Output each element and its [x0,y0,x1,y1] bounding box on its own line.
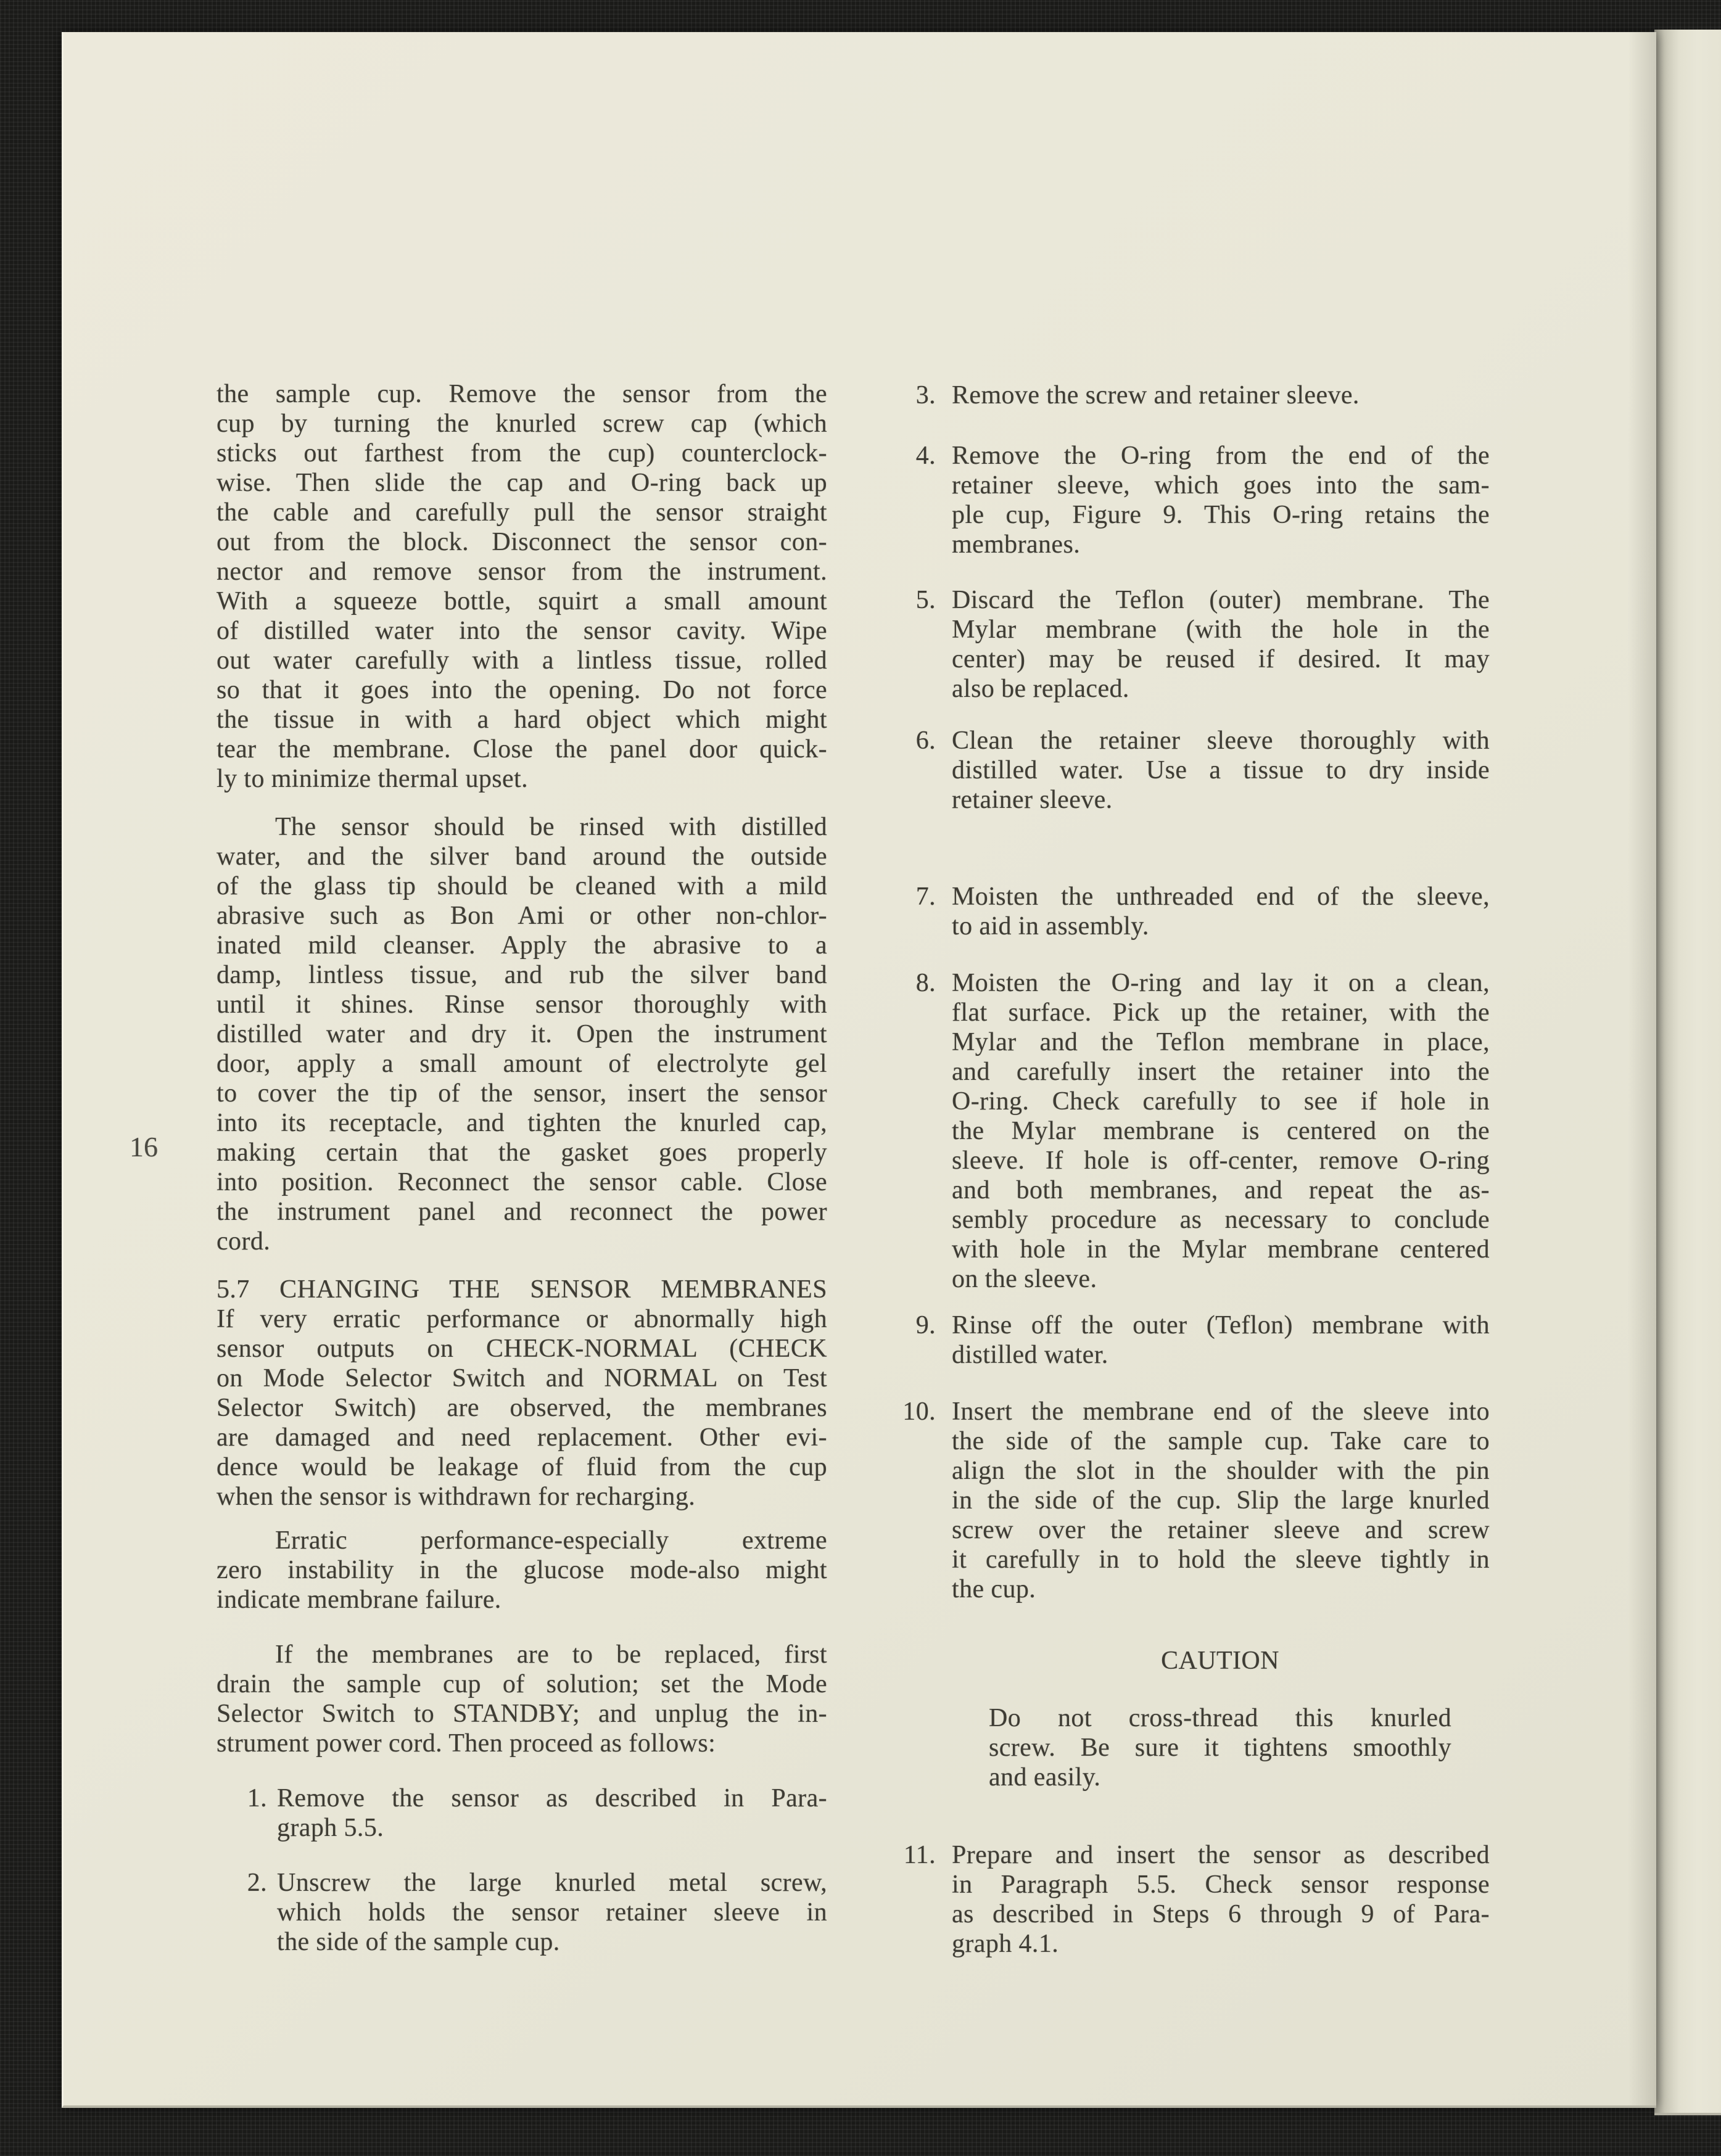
list-item [899,585,1490,704]
list-item-number: 11. [903,1841,936,1869]
list-item-text: Remove the sensor as described in Para- graph 5.5. [277,1784,827,1842]
section-heading-paragraph: 5.7 CHANGING THE SENSOR MEMBRANES If very erratic performance or abnormally high sensor outputs on CHECK-NORMAL (CHECK on Mode Selector Switch and NORMAL on Test Selector Switch) are observed, the membranes are damaged and need replacement. Other evi- dence would be leakage of fluid from the cup when the sensor is withdrawn for recharging. [217,1275,827,1511]
list-item-text: Prepare and insert the sensor as described in Paragraph 5.5. Check sensor response as described in Steps 6 through 9 of Para- graph 4.1. [952,1841,1490,1958]
list-item-text: Rinse off the outer (Teflon) membrane with distilled water. [952,1311,1490,1369]
list-item-text: Insert the membrane end of the sleeve into the side of the sample cup. Take care to align the slot in the shoulder with the pin in the side of the cup. Slip the large knurled screw over the retainer sleeve and screw it carefully in to hold the sleeve tightly in the cup. [952,1397,1490,1603]
list-item [899,1310,1490,1370]
list-item [899,1397,1490,1604]
list-item-number: 2. [247,1869,267,1897]
list-item [237,1868,827,1957]
list-item-number: 8. [915,969,936,997]
list-item [899,882,1490,941]
list-item-number: 3. [915,381,936,409]
paragraph: Erratic performance-especially extreme zero instability in the glucose mode-also might indicate membrane failure. [217,1526,827,1614]
list-item-number: 1. [247,1784,267,1812]
list-item-text: Remove the screw and retainer sleeve. [952,381,1360,409]
caution-heading: CAUTION [1161,1647,1279,1675]
page-number: 16 [130,1131,158,1162]
list-item [237,1784,827,1843]
list-item-number: 7. [915,883,936,911]
list-item-number: 6. [915,726,936,755]
paragraph: The sensor should be rinsed with distilled water, and the silver band around the outside of the glass tip should be cleaned with a mild abrasive such as Bon Ami or other non-chlor- inated mild cleanser. Apply the abrasive to a damp, lintless tissue, and rub the silver band until it shines. Rinse sensor thoroughly with distilled water and dry it. Open the instrument door, apply a small amount of electrolyte gel to cover the tip of the sensor, insert the sensor into its receptacle, and tighten the knurled cap, making certain that the gasket goes properly into position. Reconnect the sensor cable. Close the instrument panel and reconnect the power cord. [217,813,827,1256]
list-item [899,441,1490,559]
list-item-text: Moisten the O-ring and lay it on a clean, flat surface. Pick up the retainer, with the Mylar and the Teflon membrane in place, and carefully insert the retainer into the O-ring. Check carefully to see if hole in the Mylar membrane is centered on the sleeve. If hole is off-center, remove O-ring and both membranes, and repeat the as- sembly procedure as necessary to conclude with hole in the Mylar membrane centered on the sleeve. [952,969,1490,1293]
next-page-edge [1654,30,1721,2115]
list-item-text: Remove the O-ring from the end of the retainer sleeve, which goes into the sam- ple cup, Figure 9. This O-ring retains the membranes. [952,442,1490,559]
list-item-number: 10. [902,1397,936,1426]
list-item [899,381,1490,410]
list-item-text: Clean the retainer sleeve thoroughly with distilled water. Use a tissue to dry inside retainer sleeve. [952,726,1490,814]
list-item [899,726,1490,815]
list-item [899,1840,1490,1959]
paragraph: the sample cup. Remove the sensor from the cup by turning the knurled screw cap (which sticks out farthest from the cup) counterclock- wise. Then slide the cap and O-ring back up the cable and carefully pull the sensor straight out from the block. Disconnect the sensor con- nector and remove sensor from the instrument. With a squeeze bottle, squirt a small amount of distilled water into the sensor cavity. Wipe out water carefully with a lintless tissue, rolled so that it goes into the opening. Do not force the tissue in with a hard object which might tear the membrane. Close the panel door quick- ly to minimize thermal upset. [217,380,827,793]
paragraph: If the membranes are to be replaced, first drain the sample cup of solution; set the Mode Selector Switch to STANDBY; and unplug the in- strument power cord. Then proceed as follows: [217,1640,827,1758]
list-item-text: Discard the Teflon (outer) membrane. The Mylar membrane (with the hole in the center) may be reused if desired. It may also be replaced. [952,586,1490,703]
caution-body: Do not cross-thread this knurled screw. Be sure it tightens smoothly and easily. [989,1704,1451,1792]
list-item-number: 4. [915,442,936,470]
list-item-text: Moisten the unthreaded end of the sleeve, to aid in assembly. [952,883,1490,940]
list-item-number: 9. [915,1311,936,1339]
list-item-text: Unscrew the large knurled metal screw, which holds the sensor retainer sleeve in the side of the sample cup. [277,1869,827,1956]
list-item-number: 5. [915,586,936,614]
list-item [899,968,1490,1294]
page-sheet [62,32,1656,2108]
